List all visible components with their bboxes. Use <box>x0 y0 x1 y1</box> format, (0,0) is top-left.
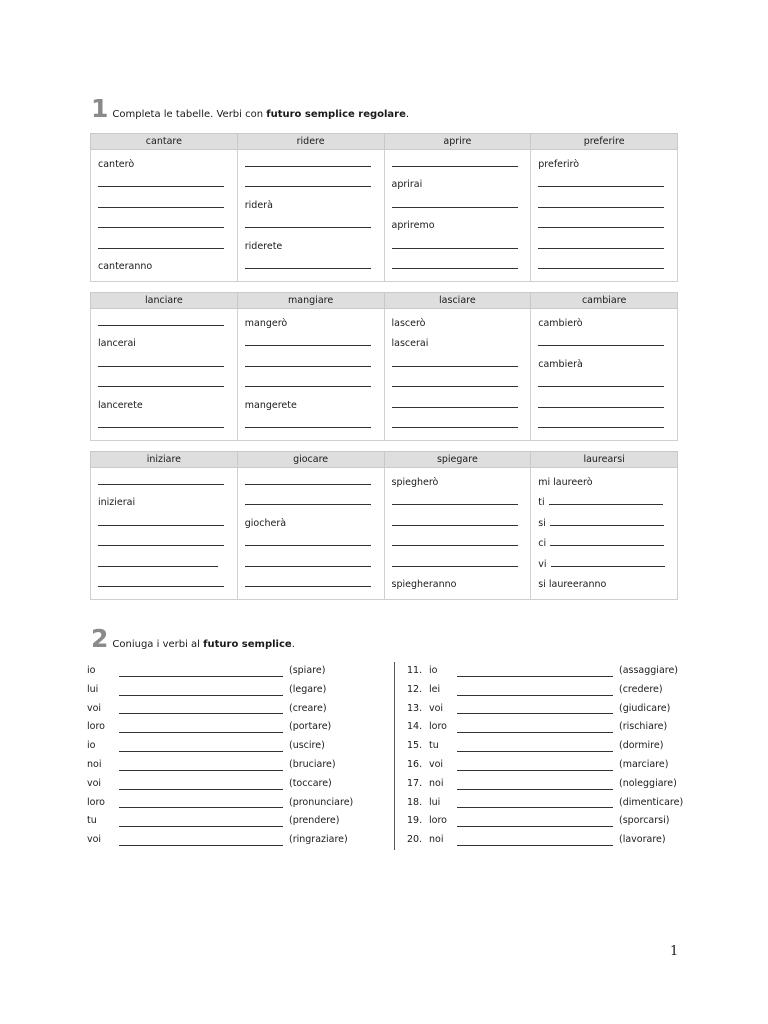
conjugation-line <box>392 334 524 354</box>
answer-blank[interactable] <box>538 197 664 208</box>
pronoun-label: vi <box>538 558 547 570</box>
conjugation-line <box>245 473 377 493</box>
conjugation-line <box>245 257 377 277</box>
conjugation-line <box>98 375 230 395</box>
exercise-row <box>407 794 683 813</box>
answer-blank[interactable] <box>550 535 664 546</box>
conjugation-line <box>392 416 524 436</box>
verb-header: iniziare <box>91 452 238 468</box>
conjugation-line <box>538 355 670 375</box>
conjugation-line <box>98 575 230 595</box>
answer-blank[interactable] <box>245 335 371 346</box>
conjugation-line <box>245 375 377 395</box>
answer-blank[interactable] <box>119 797 283 808</box>
answer-blank[interactable] <box>457 703 613 714</box>
conjugation-line <box>98 534 230 554</box>
conjugation-form: canterò <box>98 159 135 170</box>
conjugation-line <box>538 196 670 216</box>
conjugation-line <box>98 155 230 175</box>
conjugation-line <box>392 196 524 216</box>
conjugation-line <box>245 175 377 195</box>
conjugation-line <box>98 175 230 195</box>
exercise-2-right-column <box>407 662 683 850</box>
exercise-row <box>87 700 353 719</box>
conjugation-line <box>538 416 670 436</box>
conjugation-line <box>245 555 377 575</box>
answer-blank[interactable] <box>457 741 613 752</box>
conjugation-form: si laureeranno <box>538 578 607 590</box>
conjugation-line <box>392 314 524 334</box>
infinitive: (rischiare) <box>619 721 668 733</box>
verb-table-1 <box>90 133 678 282</box>
conjugation-form: giocherà <box>244 517 287 529</box>
conjugation-line <box>98 555 230 575</box>
answer-blank[interactable] <box>98 576 224 587</box>
answer-blank[interactable] <box>392 356 518 367</box>
verb-table-2 <box>90 292 678 441</box>
answer-blank[interactable] <box>392 494 518 505</box>
verb-column <box>237 468 384 600</box>
verb-column <box>384 150 531 282</box>
conjugation-form: mi laureerò <box>538 477 593 488</box>
verb-column <box>531 309 678 441</box>
conjugation-line <box>392 355 524 375</box>
pronoun: lui <box>429 796 441 808</box>
conjugation-form: preferirò <box>538 159 580 170</box>
pronoun: lui <box>87 683 99 695</box>
answer-blank[interactable] <box>538 376 664 387</box>
conjugation-line <box>392 534 524 554</box>
conjugation-line <box>98 416 230 436</box>
exercise-row <box>87 718 353 737</box>
answer-blank[interactable] <box>245 535 371 546</box>
verb-header: lasciare <box>384 293 531 309</box>
conjugation-line <box>538 514 670 534</box>
answer-blank[interactable] <box>245 576 371 587</box>
verb-header: giocare <box>237 452 384 468</box>
item-number: 12. <box>407 683 423 695</box>
conjugation-line <box>538 575 670 595</box>
answer-blank[interactable] <box>119 703 283 714</box>
conjugation-line <box>538 175 670 195</box>
conjugation-line <box>98 334 230 354</box>
answer-blank[interactable] <box>538 217 664 228</box>
pronoun: voi <box>429 702 444 714</box>
infinitive: (pronunciare) <box>289 796 354 808</box>
conjugation-line <box>392 175 524 195</box>
conjugation-form: cambierò <box>538 318 583 329</box>
exercise-row <box>87 756 353 775</box>
exercise-2-left-column <box>87 662 353 850</box>
pronoun: noi <box>429 834 444 846</box>
pronoun: tu <box>429 740 439 752</box>
pronoun: io <box>429 665 438 676</box>
pronoun: voi <box>87 834 102 846</box>
answer-blank[interactable] <box>245 176 371 187</box>
conjugation-line <box>538 396 670 416</box>
infinitive: (uscire) <box>289 740 325 752</box>
conjugation-line <box>538 216 670 236</box>
pronoun: voi <box>429 758 444 770</box>
infinitive: (toccare) <box>289 777 332 789</box>
exercise-row <box>407 831 683 850</box>
verb-column <box>91 468 238 600</box>
infinitive: (sporcarsi) <box>619 815 670 827</box>
conjugation-form: canteranno <box>98 260 153 272</box>
conjugation-line <box>245 237 377 257</box>
answer-blank[interactable] <box>392 556 518 567</box>
answer-blank[interactable] <box>119 835 283 846</box>
answer-blank[interactable] <box>457 685 613 696</box>
conjugation-line <box>98 514 230 534</box>
verb-header: lanciare <box>91 293 238 309</box>
item-number: 15. <box>407 740 423 752</box>
infinitive: (spiare) <box>289 665 326 676</box>
answer-blank[interactable] <box>538 238 664 249</box>
answer-blank[interactable] <box>457 779 613 790</box>
exercise-row <box>407 737 683 756</box>
answer-blank[interactable] <box>538 176 664 187</box>
answer-blank[interactable] <box>119 722 283 733</box>
answer-blank[interactable] <box>98 197 224 208</box>
conjugation-line <box>245 155 377 175</box>
exercise-row <box>87 737 353 756</box>
verb-header: mangiare <box>237 293 384 309</box>
conjugation-form: mangerete <box>244 399 297 411</box>
answer-blank[interactable] <box>392 238 518 249</box>
conjugation-line <box>392 473 524 493</box>
item-number: 13. <box>407 702 423 714</box>
conjugation-line <box>98 216 230 236</box>
conjugation-line <box>98 355 230 375</box>
conjugation-form: lascerai <box>391 338 429 350</box>
answer-blank[interactable] <box>457 797 613 808</box>
answer-blank[interactable] <box>245 156 371 167</box>
conjugation-line <box>245 575 377 595</box>
exercise-row <box>407 812 683 831</box>
infinitive: (lavorare) <box>619 834 666 846</box>
conjugation-line <box>245 314 377 334</box>
item-number: 20. <box>407 834 423 846</box>
conjugation-line <box>538 473 670 493</box>
pronoun-label: ci <box>538 538 547 550</box>
verb-column <box>384 468 531 600</box>
conjugation-line <box>392 237 524 257</box>
answer-blank[interactable] <box>245 258 371 269</box>
conjugation-line <box>392 396 524 416</box>
answer-blank[interactable] <box>538 335 664 346</box>
conjugation-form: inizierai <box>98 497 136 509</box>
conjugation-line <box>98 196 230 216</box>
conjugation-line <box>245 196 377 216</box>
answer-blank[interactable] <box>549 494 663 505</box>
conjugation-line <box>245 355 377 375</box>
conjugation-form: aprirai <box>391 179 423 191</box>
verb-column <box>237 309 384 441</box>
conjugation-form: spiegherò <box>391 477 439 488</box>
pronoun: loro <box>429 815 447 827</box>
conjugation-form: lascerò <box>391 318 426 329</box>
infinitive: (creare) <box>289 702 327 714</box>
item-number: 17. <box>407 777 423 789</box>
verb-header: preferire <box>531 134 678 150</box>
exercise-row <box>87 681 353 700</box>
answer-blank[interactable] <box>98 315 224 326</box>
infinitive: (dormire) <box>619 740 664 752</box>
verb-header: cantare <box>91 134 238 150</box>
exercise-row <box>407 756 683 775</box>
answer-blank[interactable] <box>392 515 518 526</box>
answer-blank[interactable] <box>392 197 518 208</box>
exercise-row <box>87 812 353 831</box>
conjugation-line <box>98 493 230 513</box>
answer-blank[interactable] <box>98 535 224 546</box>
item-number: 11. <box>407 665 423 676</box>
answer-blank[interactable] <box>245 417 371 428</box>
exercise-row <box>87 662 353 681</box>
pronoun: lei <box>429 683 441 695</box>
answer-blank[interactable] <box>119 685 283 696</box>
answer-blank[interactable] <box>392 258 518 269</box>
verb-column <box>237 150 384 282</box>
conjugation-line <box>538 237 670 257</box>
exercise-row <box>407 775 683 794</box>
conjugation-line <box>245 334 377 354</box>
answer-blank[interactable] <box>457 722 613 733</box>
pronoun: loro <box>429 721 447 733</box>
conjugation-form: riderà <box>244 199 273 211</box>
conjugation-line <box>245 493 377 513</box>
conjugation-line <box>392 493 524 513</box>
answer-blank[interactable] <box>98 238 224 249</box>
conjugation-line <box>98 314 230 334</box>
conjugation-line <box>538 555 670 575</box>
conjugation-line <box>98 396 230 416</box>
infinitive: (dimenticare) <box>619 796 684 808</box>
conjugation-line <box>98 257 230 277</box>
exercise-row <box>407 681 683 700</box>
exercise-2-instruction: Coniuga i verbi al futuro semplice. <box>112 639 295 650</box>
exercise-row <box>407 662 683 681</box>
verb-column <box>384 309 531 441</box>
answer-blank[interactable] <box>245 494 371 505</box>
page-number: 1 <box>670 944 679 959</box>
pronoun: noi <box>87 758 102 770</box>
conjugation-line <box>98 237 230 257</box>
infinitive: (bruciare) <box>289 758 336 770</box>
pronoun-label: si <box>538 517 546 529</box>
conjugation-line <box>392 555 524 575</box>
conjugation-line <box>98 473 230 493</box>
conjugation-line <box>392 575 524 595</box>
infinitive: (assaggiare) <box>619 665 679 676</box>
answer-blank[interactable] <box>245 217 371 228</box>
answer-blank[interactable] <box>245 376 371 387</box>
conjugation-line <box>245 216 377 236</box>
answer-blank[interactable] <box>457 835 613 846</box>
exercise-row <box>87 831 353 850</box>
infinitive: (giudicare) <box>619 702 671 714</box>
conjugation-form: lancerete <box>98 399 143 411</box>
conjugation-line <box>538 155 670 175</box>
pronoun: tu <box>87 815 97 827</box>
pronoun: io <box>87 740 96 752</box>
conjugation-form: mangerò <box>244 318 288 329</box>
infinitive: (marciare) <box>619 758 669 770</box>
answer-blank[interactable] <box>98 515 224 526</box>
answer-blank[interactable] <box>392 156 518 167</box>
exercise-row <box>407 700 683 719</box>
pronoun: voi <box>87 777 102 789</box>
answer-blank[interactable] <box>392 376 518 387</box>
conjugation-form: riderete <box>244 240 283 252</box>
answer-blank[interactable] <box>538 417 664 428</box>
exercise-1-instruction: Completa le tabelle. Verbi con futuro semplice regolare. <box>112 109 410 120</box>
conjugation-line <box>538 314 670 334</box>
infinitive: (prendere) <box>289 815 340 827</box>
conjugation-line <box>245 416 377 436</box>
conjugation-line <box>392 216 524 236</box>
verb-header: spiegare <box>384 452 531 468</box>
answer-blank[interactable] <box>457 816 613 827</box>
item-number: 18. <box>407 796 423 808</box>
infinitive: (credere) <box>619 683 663 695</box>
item-number: 16. <box>407 758 423 770</box>
answer-blank[interactable] <box>119 816 283 827</box>
answer-blank[interactable] <box>119 741 283 752</box>
pronoun: io <box>87 665 96 676</box>
answer-blank[interactable] <box>119 666 283 677</box>
answer-blank[interactable] <box>457 760 613 771</box>
pronoun: loro <box>87 796 105 808</box>
column-divider <box>394 662 395 850</box>
conjugation-form: cambierà <box>538 358 583 370</box>
verb-column <box>531 468 678 600</box>
conjugation-line <box>538 493 670 513</box>
conjugation-form: lancerai <box>98 338 136 350</box>
answer-blank[interactable] <box>98 376 224 387</box>
pronoun: voi <box>87 702 102 714</box>
answer-blank[interactable] <box>538 258 664 269</box>
infinitive: (ringraziare) <box>289 834 348 846</box>
conjugation-line <box>245 534 377 554</box>
conjugation-line <box>392 514 524 534</box>
exercise-row <box>87 775 353 794</box>
conjugation-line <box>392 155 524 175</box>
conjugation-line <box>245 514 377 534</box>
verb-column <box>531 150 678 282</box>
conjugation-line <box>392 257 524 277</box>
exercise-1-number: 1 <box>91 94 109 123</box>
answer-blank[interactable] <box>119 760 283 771</box>
answer-blank[interactable] <box>392 535 518 546</box>
answer-blank[interactable] <box>98 176 224 187</box>
pronoun: noi <box>429 777 444 789</box>
pronoun: loro <box>87 721 105 733</box>
answer-blank[interactable] <box>457 666 613 677</box>
conjugation-line <box>538 334 670 354</box>
conjugation-line <box>538 257 670 277</box>
answer-blank[interactable] <box>98 356 224 367</box>
verb-table-3 <box>90 451 678 600</box>
item-number: 19. <box>407 815 423 827</box>
exercise-2-number: 2 <box>91 624 109 653</box>
answer-blank[interactable] <box>98 556 218 567</box>
answer-blank[interactable] <box>550 515 664 526</box>
answer-blank[interactable] <box>245 474 371 485</box>
exercise-1-heading <box>91 96 409 121</box>
conjugation-line <box>538 375 670 395</box>
verb-header: ridere <box>237 134 384 150</box>
exercise-row <box>87 794 353 813</box>
answer-blank[interactable] <box>538 397 664 408</box>
conjugation-line <box>538 534 670 554</box>
exercise-2-heading <box>91 626 295 651</box>
verb-header: laurearsi <box>531 452 678 468</box>
exercise-row <box>407 718 683 737</box>
infinitive: (portare) <box>289 721 332 733</box>
answer-blank[interactable] <box>392 397 518 408</box>
answer-blank[interactable] <box>551 556 665 567</box>
verb-column <box>91 150 238 282</box>
answer-blank[interactable] <box>119 779 283 790</box>
answer-blank[interactable] <box>98 417 224 428</box>
verb-header: cambiare <box>531 293 678 309</box>
pronoun-label: ti <box>538 497 545 509</box>
answer-blank[interactable] <box>98 474 224 485</box>
infinitive: (legare) <box>289 683 327 695</box>
answer-blank[interactable] <box>245 556 371 567</box>
answer-blank[interactable] <box>392 417 518 428</box>
infinitive: (noleggiare) <box>619 777 677 789</box>
conjugation-line <box>245 396 377 416</box>
verb-column <box>91 309 238 441</box>
conjugation-form: spiegheranno <box>391 578 457 590</box>
conjugation-form: apriremo <box>391 220 435 232</box>
conjugation-line <box>392 375 524 395</box>
answer-blank[interactable] <box>245 356 371 367</box>
item-number: 14. <box>407 721 423 733</box>
answer-blank[interactable] <box>98 217 224 228</box>
verb-header: aprire <box>384 134 531 150</box>
